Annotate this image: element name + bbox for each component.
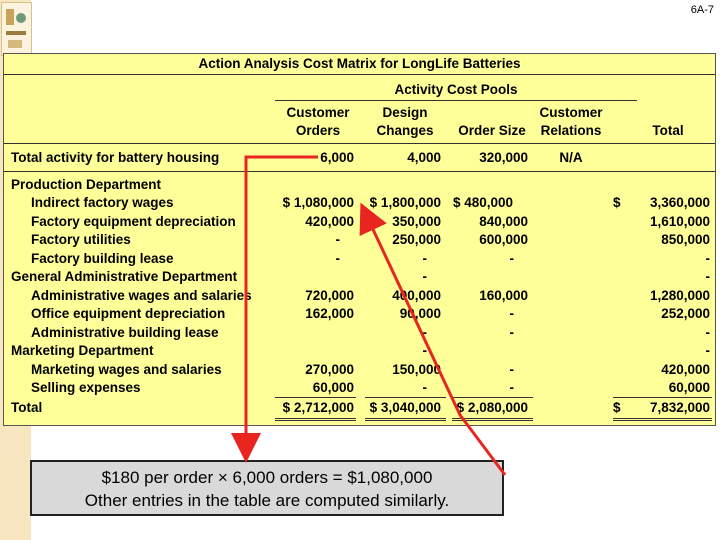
cell-total: 420,000 [661,362,710,377]
cell-order-size: - [509,380,514,395]
row-label-section: General Administrative Department [11,269,238,284]
cell-order-size: - [509,251,514,266]
cell-total: 1,280,000 [649,288,710,303]
cell-design-changes: - [422,343,427,358]
row-label: Office equipment depreciation [31,306,226,321]
cell-total: - [705,343,710,358]
col-header-line1: Customer [286,105,350,120]
arrow-to-activity [246,157,318,457]
col-header-line1: Design [382,105,428,120]
cell-total: - [705,325,710,340]
row-label: Administrative building lease [31,325,219,340]
cell-order-size: $ 480,000 [453,195,514,210]
cell-customer-orders: 162,000 [305,306,354,321]
cell-customer-orders: 420,000 [305,214,354,229]
col-header-line2: Relations [540,123,602,138]
row-label: Administrative wages and salaries [31,288,252,303]
activity-value: 320,000 [479,150,528,165]
cell-order-size: 840,000 [479,214,528,229]
row-label: Factory building lease [31,251,174,266]
cell-design-changes: - [422,251,427,266]
cell-customer-orders: $ 1,080,000 [282,195,354,210]
cell-design-changes: 350,000 [392,214,441,229]
row-label: Factory equipment depreciation [31,214,236,229]
cell-order-size: - [509,325,514,340]
callout-line-1: $180 per order × 6,000 orders = $1,080,000 [101,468,433,487]
cell-customer-relations: $ [613,195,621,210]
cell-total: 7,832,000 [649,400,710,415]
cell-customer-orders: - [335,232,340,247]
col-header-line2: Changes [376,123,434,138]
cell-customer-relations: $ [613,400,621,415]
row-label-total: Total [11,400,43,415]
cell-design-changes: 400,000 [392,288,441,303]
cell-order-size: $ 2,080,000 [456,400,528,415]
callout-line-2: Other entries in the table are computed similarly. [84,491,450,510]
row-label: Factory utilities [31,232,131,247]
cell-customer-orders: 60,000 [312,380,354,395]
row-label: Selling expenses [31,380,141,395]
col-header-line2: Orders [295,123,341,138]
row-label: Indirect factory wages [31,195,174,210]
col-header-line1: Customer [539,105,603,120]
slide-number: 6A-7 [690,4,714,16]
cell-total: - [705,251,710,266]
table-title: Action Analysis Cost Matrix for LongLife Batteries [198,56,521,71]
cell-design-changes: 150,000 [392,362,441,377]
row-label: Marketing wages and salaries [31,362,222,377]
arrow-to-cost [363,208,505,475]
cell-customer-orders: 720,000 [305,288,354,303]
cell-design-changes: - [422,325,427,340]
cell-design-changes: $ 1,800,000 [369,195,441,210]
cell-design-changes: $ 3,040,000 [369,400,441,415]
cell-total: - [705,269,710,284]
cell-customer-orders: - [335,251,340,266]
pool-header: Activity Cost Pools [394,82,518,97]
cell-design-changes: - [422,269,427,284]
cell-total: 850,000 [661,232,710,247]
cell-order-size: - [509,362,514,377]
row-label-section: Marketing Department [11,343,154,358]
cell-total: 60,000 [668,380,710,395]
cell-total: 1,610,000 [649,214,710,229]
cell-total: 3,360,000 [649,195,710,210]
row-label-section: Production Department [11,177,162,192]
col-header-line2: Order Size [458,123,526,138]
cell-customer-orders: $ 2,712,000 [282,400,354,415]
activity-value: 6,000 [320,150,354,165]
cell-order-size: 600,000 [479,232,528,247]
cell-customer-orders: 270,000 [305,362,354,377]
cell-order-size: 160,000 [479,288,528,303]
cell-design-changes: 90,000 [399,306,441,321]
col-header-line2: Total [652,123,684,138]
cell-order-size: - [509,306,514,321]
cell-design-changes: - [422,380,427,395]
activity-value: N/A [559,150,583,165]
cell-design-changes: 250,000 [392,232,441,247]
activity-value: 4,000 [407,150,441,165]
cell-total: 252,000 [661,306,710,321]
activity-row-label: Total activity for battery housing [11,150,220,165]
